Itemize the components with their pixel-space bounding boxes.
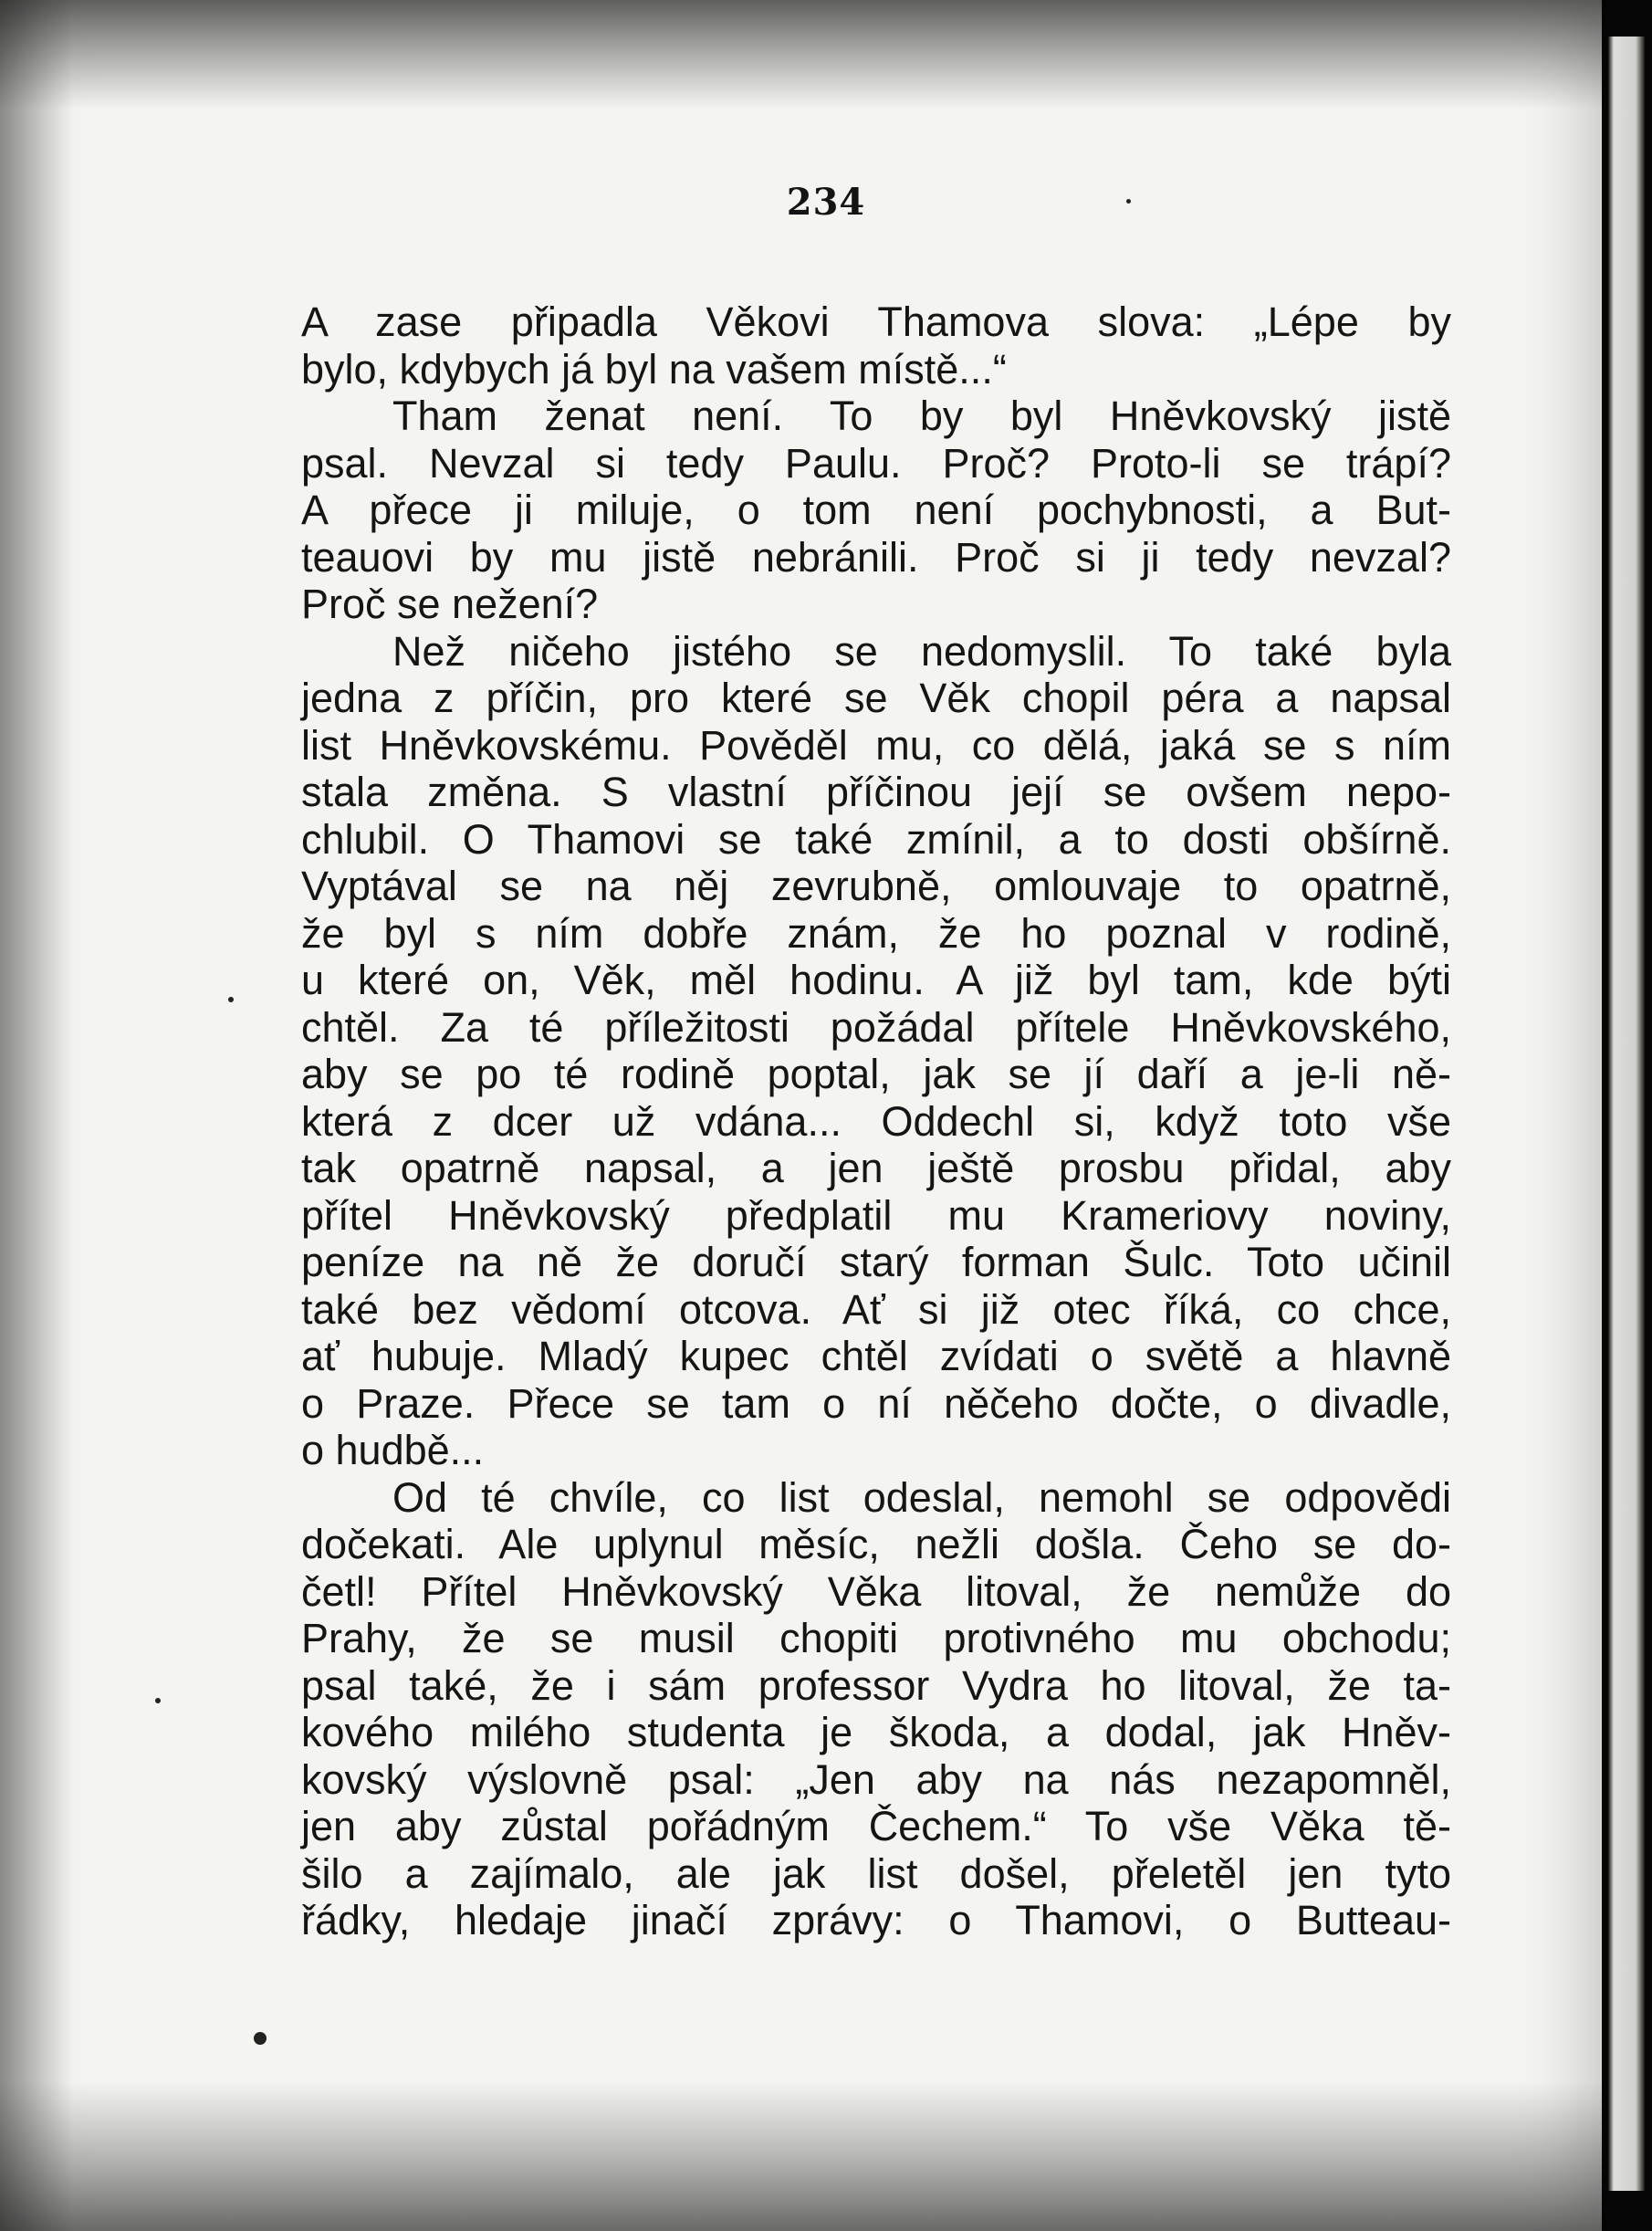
text-line: aby se po té rodině poptal, jak se jí daří a je-li ně- <box>301 1051 1451 1097</box>
text-line: o Praze. Přece se tam o ní něčeho dočte, o divadle, <box>301 1379 1451 1427</box>
text-line: kového milého studenta je škoda, a dodal, jak Hněv- <box>301 1709 1451 1755</box>
text-line: Prahy, že se musil chopiti protivného mu obchodu; <box>301 1615 1451 1661</box>
text-line: kovský výslovně psal: „Jen aby na nás nezapomněl, <box>301 1755 1451 1803</box>
text-line: chlubil. O Thamovi se také zmínil, a to dosti obšírně. <box>301 815 1451 863</box>
scan-speck <box>254 2032 267 2045</box>
text-line: přítel Hněvkovský předplatil mu Krameriovy noviny, <box>301 1191 1451 1239</box>
text-line: dočekati. Ale uplynul měsíc, nežli došla. Čeho se do- <box>301 1521 1451 1567</box>
text-line: chtěl. Za té příležitosti požádal přítele Hněvkovského, <box>301 1003 1451 1051</box>
text-line: u které on, Věk, měl hodinu. A již byl tam, kde býti <box>301 957 1451 1003</box>
text-line: šilo a zajímalo, ale jak list došel, přeletěl jen tyto <box>301 1849 1451 1897</box>
scan-top-shadow <box>0 0 1602 110</box>
text-line: ať hubuje. Mladý kupec chtěl zvídati o světě a hlavně <box>301 1333 1451 1379</box>
body-text <box>301 299 1451 1944</box>
adjacent-page-edge <box>1608 37 1645 2191</box>
text-line: teauovi by mu jistě nebránili. Proč si ji tedy nevzal? <box>301 533 1451 581</box>
scan-left-shadow <box>0 0 73 2231</box>
text-line: jen aby zůstal pořádným Čechem.“ To vše Věka tě- <box>301 1803 1451 1849</box>
text-line: Než ničeho jistého se nedomyslil. To také byla <box>392 627 1451 675</box>
text-line: list Hněvkovskému. Pověděl mu, co dělá, jaká se s ním <box>301 721 1451 769</box>
text-line: Vyptával se na něj zevrubně, omlouvaje to opatrně, <box>301 863 1451 909</box>
scan-speck <box>1126 199 1131 204</box>
text-line: A přece ji miluje, o tom není pochybnosti, a But- <box>301 487 1451 533</box>
text-line: také bez vědomí otcova. Ať si již otec říká, co chce, <box>301 1285 1451 1333</box>
text-line: řádky, hledaje jinačí zprávy: o Thamovi, o Butteau- <box>301 1897 1451 1943</box>
text-line: tak opatrně napsal, a jen ještě prosbu přidal, aby <box>301 1145 1451 1191</box>
text-line: o hudbě... <box>301 1427 485 1473</box>
text-line: Od té chvíle, co list odeslal, nemohl se odpovědi <box>392 1473 1451 1521</box>
text-line: četl! Přítel Hněvkovský Věka litoval, že nemůže do <box>301 1567 1451 1615</box>
text-line: Tham ženat není. To by byl Hněvkovský jistě <box>392 393 1451 439</box>
scan-bottom-shadow <box>0 2081 1602 2231</box>
scan-speck <box>228 997 234 1002</box>
text-line: peníze na ně že doručí starý forman Šulc. Toto učinil <box>301 1239 1451 1285</box>
text-line: Proč se nežení? <box>301 581 599 627</box>
text-line: stala změna. S vlastní příčinou její se ovšem nepo- <box>301 769 1451 815</box>
text-line: jedna z příčin, pro které se Věk chopil péra a napsal <box>301 675 1451 721</box>
page-number: 234 <box>786 181 866 224</box>
text-line: že byl s ním dobře znám, že ho poznal v rodině, <box>301 909 1451 957</box>
text-line: A zase připadla Věkovi Thamova slova: „Lépe by <box>301 299 1451 345</box>
text-line: psal také, že i sám professor Vydra ho litoval, že ta- <box>301 1661 1451 1709</box>
scan-speck <box>155 1698 161 1703</box>
text-line: bylo, kdybych já byl na vašem místě...“ <box>301 345 1007 393</box>
text-line: která z dcer už vdána... Oddechl si, když toto vše <box>301 1097 1451 1145</box>
text-line: psal. Nevzal si tedy Paulu. Proč? Proto-li se trápí? <box>301 439 1451 487</box>
